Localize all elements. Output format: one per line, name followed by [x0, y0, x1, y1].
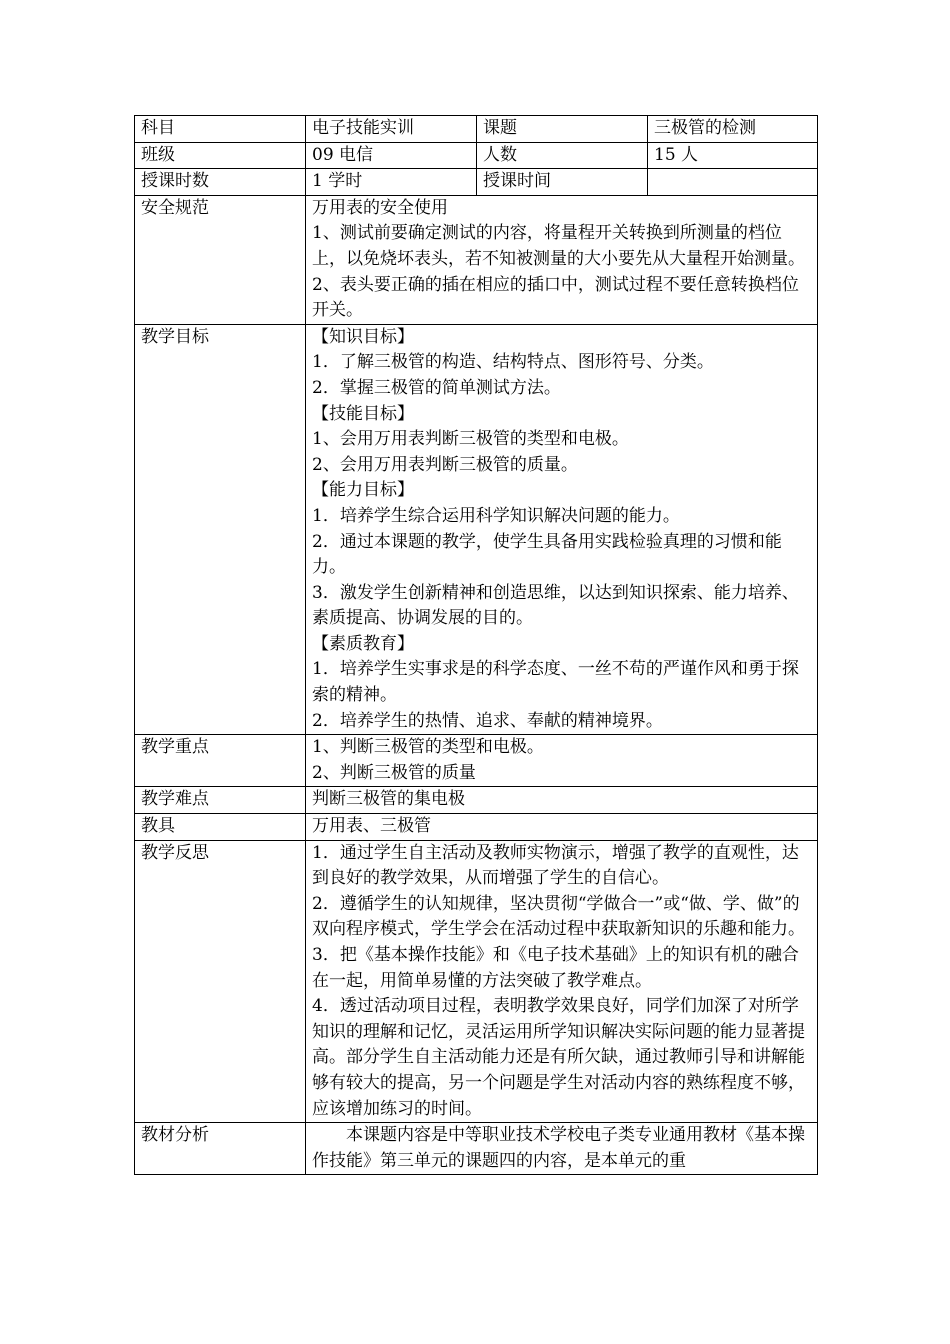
table-row: [135, 1123, 818, 1175]
safety-content: [306, 195, 818, 324]
goals-line: 2．掌握三极管的简单测试方法。: [312, 377, 561, 398]
reflection-line: 2．遵循学生的认知规律，坚决贯彻“学做合一”或“做、学、做”的双向程序模式，学生学会在活动过程中获取新知识的乐趣和能力。: [312, 893, 805, 940]
headcount-value: 15 人: [648, 142, 818, 169]
subject-label: 科目: [135, 116, 306, 143]
analysis-content: 本课题内容是中等职业技术学校电子类专业通用教材《基本操作技能》第三单元的课题四的内容，是本单元的重: [306, 1123, 818, 1175]
topic-label: 课题: [477, 116, 648, 143]
table-row: [135, 169, 818, 196]
goals-heading-quality: 【素质教育】: [312, 633, 414, 654]
table-row: [135, 840, 818, 1123]
goals-label: 教学目标: [135, 324, 306, 735]
table-row: [135, 787, 818, 814]
table-row: [135, 116, 818, 143]
reflection-line: 3．把《基本操作技能》和《电子技术基础》上的知识有机的融合在一起，用简单易懂的方法突破了教学难点。: [312, 945, 799, 991]
reflection-content: [306, 840, 818, 1123]
tools-content: 万用表、三极管: [306, 814, 818, 841]
goals-content: [306, 324, 818, 735]
table-row: [135, 142, 818, 169]
key-point-line: 2、判断三极管的质量: [312, 762, 476, 783]
lesson-time-value: [648, 169, 818, 196]
table-row: [135, 814, 818, 841]
key-point-line: 1、判断三极管的类型和电极。: [312, 737, 544, 758]
safety-line: 1、测试前要确定测试的内容，将量程开关转换到所测量的档位上，以免烧坏表头，若不知被测量的大小要先从大量程开始测量。: [312, 223, 805, 269]
goals-line: 2．通过本课题的教学，使学生具备用实践检验真理的习惯和能力。: [312, 531, 782, 578]
safety-label: 安全规范: [135, 195, 306, 324]
goals-line: 1．培养学生实事求是的科学态度、一丝不苟的严谨作风和勇于探索的精神。: [312, 659, 799, 706]
reflection-line: 4．透过活动项目过程，表明教学效果良好，同学们加深了对所学知识的理解和记忆，灵活运用所学知识解决实际问题的能力显著提高。部分学生自主活动能力还是有所欠缺，通过教师引导和讲解能够有较大的提高，另一个问题是学生对活动内容的熟练程度不够，应该增加练习的时间。: [312, 996, 805, 1119]
goals-line: 2．培养学生的热情、追求、奉献的精神境界。: [312, 710, 663, 731]
class-value: 09 电信: [306, 142, 477, 169]
goals-line: 1．培养学生综合运用科学知识解决问题的能力。: [312, 505, 680, 526]
reflection-label: 教学反思: [135, 840, 306, 1123]
reflection-line: 1．通过学生自主活动及教师实物演示，增强了教学的直观性，达到良好的教学效果，从而增强了学生的自信心。: [312, 842, 799, 889]
class-label: 班级: [135, 142, 306, 169]
key-points-content: [306, 735, 818, 787]
safety-line: 2、表头要正确的插在相应的插口中，测试过程不要任意转换档位开关。: [312, 274, 799, 321]
goals-line: 1．了解三极管的构造、结构特点、图形符号、分类。: [312, 352, 714, 373]
difficulties-content: 判断三极管的集电极: [306, 787, 818, 814]
table-row: [135, 324, 818, 735]
tools-label: 教具: [135, 814, 306, 841]
key-points-label: 教学重点: [135, 735, 306, 787]
goals-line: 3．激发学生创新精神和创造思维，以达到知识探索、能力培养、素质提高、协调发展的目的。: [312, 582, 799, 629]
topic-value: 三极管的检测: [648, 116, 818, 143]
goals-heading-skill: 【技能目标】: [312, 403, 414, 424]
goals-line: 2、会用万用表判断三极管的质量。: [312, 454, 578, 475]
headcount-label: 人数: [477, 142, 648, 169]
goals-heading-ability: 【能力目标】: [312, 480, 414, 501]
analysis-label: 教材分析: [135, 1123, 306, 1175]
hours-label: 授课时数: [135, 169, 306, 196]
difficulties-label: 教学难点: [135, 787, 306, 814]
hours-value: 1 学时: [306, 169, 477, 196]
goals-heading-knowledge: 【知识目标】: [312, 326, 414, 347]
table-row: [135, 735, 818, 787]
lesson-plan-table: [134, 115, 818, 1175]
safety-line: 万用表的安全使用: [312, 197, 448, 218]
lesson-time-label: 授课时间: [477, 169, 648, 196]
subject-value: 电子技能实训: [306, 116, 477, 143]
goals-line: 1、会用万用表判断三极管的类型和电极。: [312, 429, 629, 450]
table-row: [135, 195, 818, 324]
